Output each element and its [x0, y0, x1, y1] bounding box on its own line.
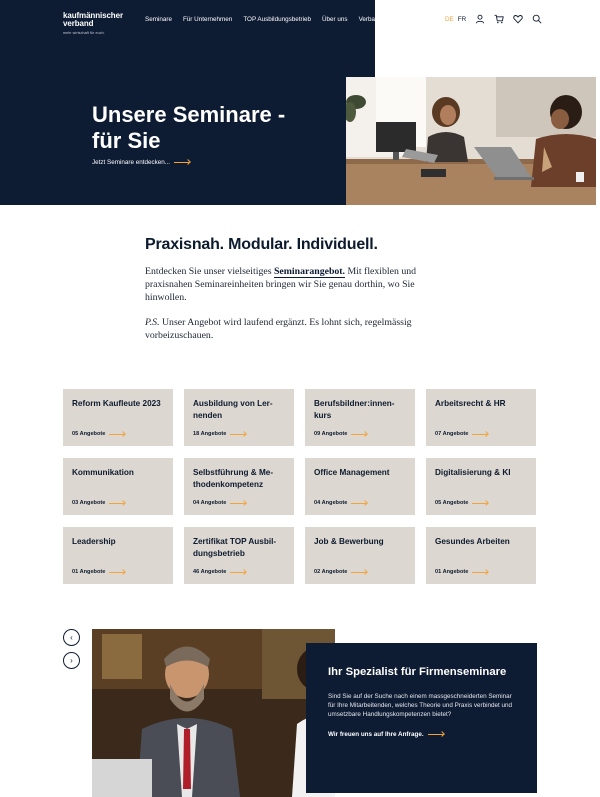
arrow-right-icon: [230, 570, 247, 575]
category-card-gesundes-arbeiten[interactable]: [426, 527, 536, 584]
category-title: Selbstführung & Me-thodenkompetenz: [193, 468, 274, 489]
hero-image: [346, 77, 596, 205]
category-card-ausbildung-lernende[interactable]: [184, 389, 294, 446]
language-fr[interactable]: FR: [457, 15, 467, 23]
arrow-right-icon: [174, 160, 191, 165]
logo-line-2: verband: [63, 19, 94, 28]
category-count: [314, 431, 368, 437]
arrow-right-icon: [230, 501, 247, 506]
category-card-reform-kaufleute[interactable]: [63, 389, 173, 446]
category-count-label: 05 Angebote: [72, 431, 106, 437]
category-count: [72, 569, 126, 575]
search-icon[interactable]: [532, 14, 542, 24]
promo-title: Ihr Spezialist für Firmenseminare: [328, 666, 507, 678]
carousel-prev-button[interactable]: [63, 629, 80, 646]
arrow-right-icon: [351, 432, 368, 437]
arrow-right-icon: [109, 501, 126, 506]
heart-icon[interactable]: [513, 14, 523, 24]
language-de[interactable]: DE: [445, 15, 454, 23]
category-title: Kommunikation: [72, 468, 134, 477]
intro-ps: [145, 316, 445, 342]
category-title: Digitalisierung & KI: [435, 468, 511, 477]
carousel-next-button[interactable]: [63, 652, 80, 669]
category-count: [435, 500, 489, 506]
category-card-arbeitsrecht-hr[interactable]: [426, 389, 536, 446]
nav-seminare[interactable]: Seminare: [145, 16, 172, 23]
category-card-office-management[interactable]: [305, 458, 415, 515]
header-utility-bar: [445, 14, 542, 24]
arrow-right-icon: [230, 432, 247, 437]
category-title: Office Management: [314, 468, 390, 477]
seminar-category-grid: [63, 389, 537, 584]
category-count: [193, 500, 247, 506]
header-right-area: [375, 0, 600, 76]
intro-text-start: Entdecken Sie unser vielseitiges: [145, 266, 274, 277]
ps-label: P.S.: [145, 317, 160, 328]
intro-title: Praxisnah. Modular. Individuell.: [145, 236, 378, 253]
category-card-zertifikat-top[interactable]: [184, 527, 294, 584]
category-count-label: 18 Angebote: [193, 431, 227, 437]
arrow-right-icon: [351, 501, 368, 506]
nav-verband[interactable]: Verband: [358, 16, 383, 23]
category-count-label: 03 Angebote: [72, 500, 106, 506]
category-title: Job & Bewerbung: [314, 537, 384, 546]
cart-icon[interactable]: [494, 14, 504, 24]
category-count: [193, 431, 247, 437]
logo[interactable]: [63, 12, 123, 37]
category-count: [435, 569, 489, 575]
category-card-kommunikation[interactable]: [63, 458, 173, 515]
category-card-job-bewerbung[interactable]: [305, 527, 415, 584]
category-title: Berufsbildner:innen-kurs: [314, 399, 395, 420]
category-card-berufsbildner[interactable]: [305, 389, 415, 446]
arrow-right-icon: [472, 432, 489, 437]
category-count: [72, 431, 126, 437]
category-count: [314, 500, 368, 506]
main-navigation: [145, 16, 382, 23]
chevron-right-icon: ›: [70, 655, 73, 665]
category-count-label: 01 Angebote: [435, 569, 469, 575]
nav-fuer-unternehmen[interactable]: Für Unternehmen: [182, 16, 233, 23]
user-icon[interactable]: [475, 14, 485, 24]
nav-ueber-uns[interactable]: Über uns: [322, 16, 348, 23]
category-count-label: 07 Angebote: [435, 431, 469, 437]
intro-text-end: Mit flexiblen und praxisnahen Seminareinheiten bringen wir Sie genau dorthin, wo Sie hinwollen.: [145, 266, 417, 303]
category-count: [435, 431, 489, 437]
arrow-right-icon: [109, 570, 126, 575]
category-count-label: 04 Angebote: [314, 500, 348, 506]
arrow-right-icon: [472, 501, 489, 506]
category-count-label: 05 Angebote: [435, 500, 469, 506]
ps-text: Unser Angebot wird laufend ergänzt. Es lohnt sich, regelmässig vorbeizuschauen.: [145, 317, 412, 341]
nav-top-ausbildungsbetrieb[interactable]: TOP Ausbildungsbetrieb: [243, 16, 311, 23]
category-count: [72, 500, 126, 506]
logo-tagline: mehr wirtschaft für euch.: [63, 31, 105, 35]
category-count-label: 02 Angebote: [314, 569, 348, 575]
hero-cta-label: Jetzt Seminare entdecken...: [92, 159, 171, 166]
category-title: Ausbildung von Ler-nenden: [193, 399, 273, 420]
seminarangebot-link[interactable]: Seminarangebot.: [273, 266, 345, 277]
category-title: Arbeitsrecht & HR: [435, 399, 506, 408]
category-title: Zertifikat TOP Ausbil-dungsbetrieb: [193, 537, 277, 558]
promo-cta-link[interactable]: [328, 731, 515, 738]
promo-image: [92, 629, 335, 797]
category-title: Gesundes Arbeiten: [435, 537, 510, 546]
category-card-leadership[interactable]: [63, 527, 173, 584]
category-count: [193, 569, 247, 575]
category-count-label: 09 Angebote: [314, 431, 348, 437]
category-count-label: 04 Angebote: [193, 500, 227, 506]
arrow-right-icon: [351, 570, 368, 575]
promo-cta-label: Wir freuen uns auf Ihre Anfrage.: [328, 731, 424, 738]
arrow-right-icon: [109, 432, 126, 437]
category-card-digitalisierung-ki[interactable]: [426, 458, 536, 515]
hero-title: Unsere Seminare - für Sie: [92, 102, 286, 153]
arrow-right-icon: [428, 732, 445, 737]
category-count-label: 01 Angebote: [72, 569, 106, 575]
hero-cta-link[interactable]: [92, 159, 191, 166]
chevron-left-icon: ‹: [70, 632, 73, 642]
category-title: Leadership: [72, 537, 116, 546]
category-count-label: 46 Angebote: [193, 569, 227, 575]
logo-line-1: kaufmännischer: [63, 11, 123, 20]
intro-text: [145, 265, 445, 304]
category-title: Reform Kaufleute 2023: [72, 399, 161, 408]
promo-text: Sind Sie auf der Suche nach einem massgeschneiderten Seminar für Ihre Mitarbeitenden, welches Theorie und Praxis verbindet und umsetzbare Handlungskompetenzen bietet?: [328, 693, 512, 718]
promo-box: [306, 643, 537, 793]
category-count: [314, 569, 368, 575]
category-card-selbstfuehrung[interactable]: [184, 458, 294, 515]
arrow-right-icon: [472, 570, 489, 575]
